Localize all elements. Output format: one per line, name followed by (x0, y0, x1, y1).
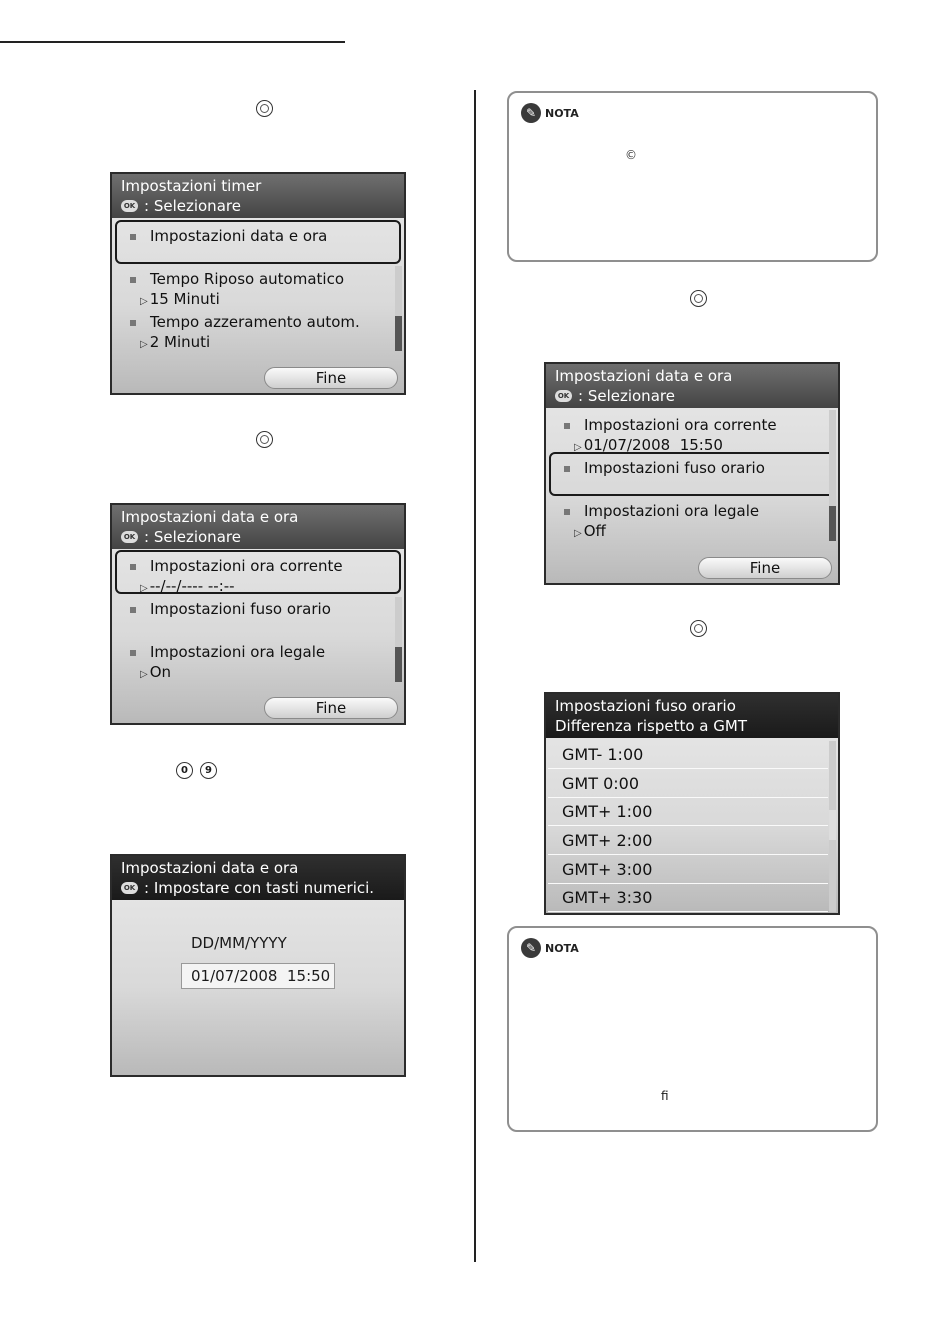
screen-title: Impostazioni data e ora (121, 859, 299, 877)
gmt-option[interactable]: GMT+ 3:30 (548, 884, 828, 912)
numeric-entry-screen (110, 854, 406, 1077)
menu-item-value: Off (583, 522, 606, 540)
screen-subtitle: Differenza rispetto a GMT (555, 717, 747, 735)
menu-item-value: --/--/---- --:-- (149, 577, 235, 595)
screen-header (546, 694, 838, 738)
screen-title: Impostazioni timer (121, 177, 262, 195)
screen-title: Impostazioni data e ora (121, 508, 299, 526)
scrollbar-thumb[interactable] (395, 316, 402, 351)
date-time-settings-screen (110, 503, 406, 725)
gmt-option[interactable]: GMT+ 1:00 (548, 798, 828, 826)
gmt-option[interactable]: GMT+ 2:00 (548, 827, 828, 855)
time-zone-screen (544, 692, 840, 915)
screen-subtitle: : Selezionare (144, 197, 241, 215)
menu-item-value: 2 Minuti (149, 333, 211, 351)
menu-item-auto-sleep[interactable]: Tempo Riposo automatico ▷ 15 Minuti (130, 269, 344, 289)
screen-header (112, 174, 404, 218)
numeric-key-0-icon: 0 (176, 762, 193, 779)
fine-button[interactable]: Fine (264, 697, 398, 719)
ok-key-icon: OK (121, 882, 138, 894)
numeric-key-9-icon: 9 (200, 762, 217, 779)
screen-subtitle: : Impostare con tasti numerici. (144, 879, 375, 897)
note-box (507, 91, 878, 262)
navigation-dial-icon (256, 431, 273, 448)
menu-item-current-time[interactable]: Impostazioni ora corrente ▷ --/--/---- --:-- (130, 556, 343, 576)
scrollbar-thumb[interactable] (829, 810, 836, 840)
menu-item-value: 15 Minuti (149, 290, 220, 308)
menu-item-auto-reset[interactable]: Tempo azzeramento autom. ▷ 2 Minuti (130, 312, 360, 332)
ok-key-icon: OK (121, 200, 138, 212)
fine-button[interactable]: Fine (698, 557, 832, 579)
scrollbar-thumb[interactable] (395, 647, 402, 682)
note-box (507, 926, 878, 1132)
note-label: NOTA (545, 106, 579, 120)
navigation-dial-icon (690, 620, 707, 637)
screen-title: Impostazioni fuso orario (555, 697, 736, 715)
note-label: NOTA (545, 941, 579, 955)
header-rule (0, 41, 345, 43)
menu-item-date-time[interactable]: Impostazioni data e ora (130, 226, 327, 246)
menu-item-daylight-saving[interactable]: Impostazioni ora legale ▷ Off (564, 501, 759, 521)
navigation-dial-icon (256, 100, 273, 117)
screen-header (112, 856, 404, 900)
screen-subtitle: : Selezionare (144, 528, 241, 546)
menu-item-value: On (149, 663, 172, 681)
screen-header (546, 364, 838, 408)
timer-settings-screen (110, 172, 406, 395)
screen-header (112, 505, 404, 549)
menu-item-time-zone[interactable]: Impostazioni fuso orario (564, 458, 765, 478)
gmt-option[interactable]: GMT- 1:00 (548, 741, 828, 769)
navigation-dial-icon (690, 290, 707, 307)
column-divider (474, 90, 476, 1262)
fine-button[interactable]: Fine (264, 367, 398, 389)
date-time-settings-screen (544, 362, 840, 585)
screen-title: Impostazioni data e ora (555, 367, 733, 385)
gmt-option[interactable]: GMT 0:00 (548, 770, 828, 798)
menu-item-value: 01/07/2008 15:50 (583, 436, 723, 454)
ok-key-icon: OK (121, 531, 138, 543)
date-format-label: DD/MM/YYYY (191, 934, 287, 952)
ok-key-icon: OK (555, 390, 572, 402)
gmt-option[interactable]: GMT+ 3:00 (548, 856, 828, 884)
menu-item-daylight-saving[interactable]: Impostazioni ora legale ▷ On (130, 642, 325, 662)
menu-item-time-zone[interactable]: Impostazioni fuso orario (130, 599, 331, 619)
pencil-icon: ✎ (521, 938, 541, 958)
pencil-icon: ✎ (521, 103, 541, 123)
menu-item-current-time[interactable]: Impostazioni ora corrente ▷ 01/07/2008 15:50 (564, 415, 777, 435)
screen-subtitle: : Selezionare (578, 387, 675, 405)
copy-symbol-icon: © (625, 148, 637, 162)
date-time-input[interactable]: 01/07/2008 15:50 (181, 963, 335, 989)
scrollbar-thumb[interactable] (829, 506, 836, 541)
ligature-glyph: ﬁ (661, 1089, 669, 1103)
